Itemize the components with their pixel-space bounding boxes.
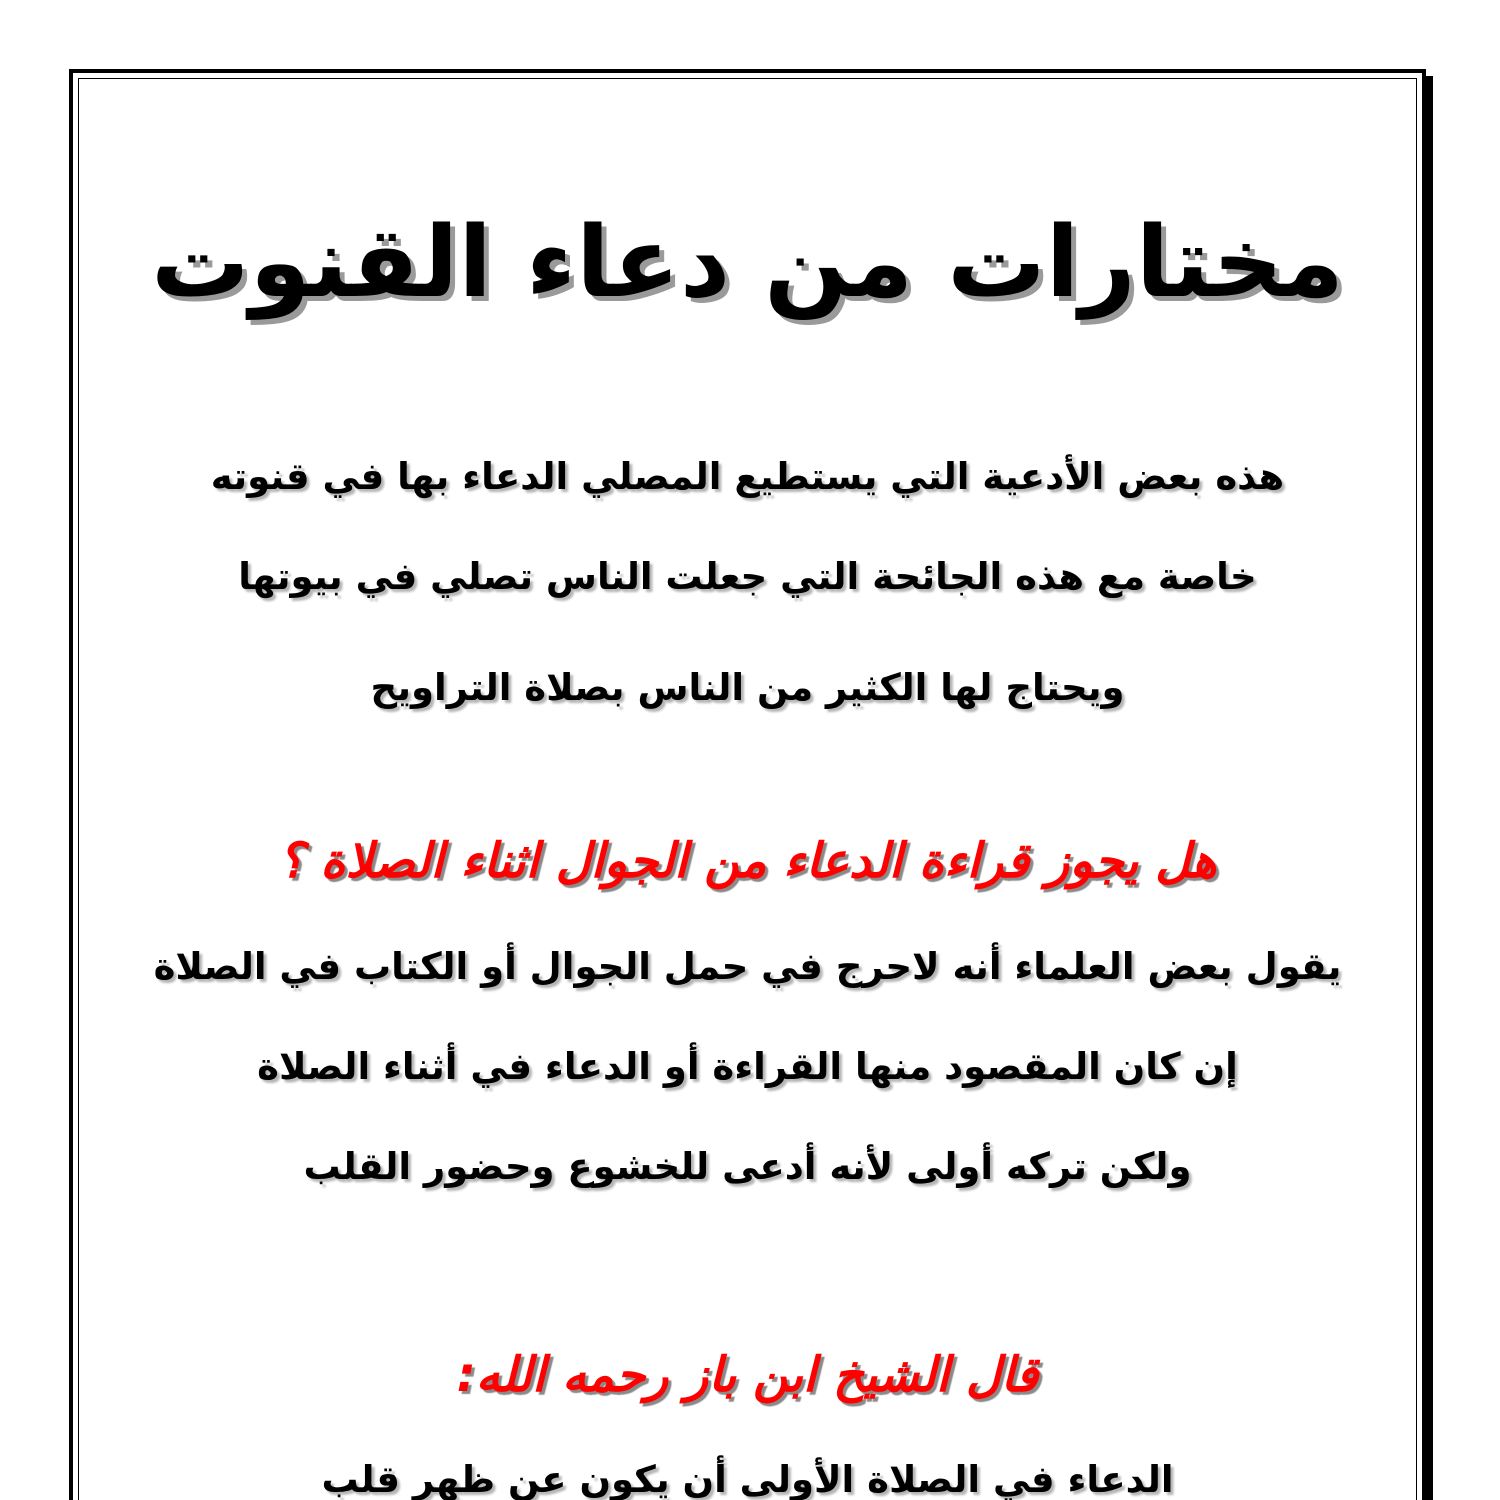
answer-line-2: إن كان المقصود منها القراءة أو الدعاء في أثناء الصلاة <box>257 1045 1238 1088</box>
intro-line-2: خاصة مع هذه الجائحة التي جعلت الناس تصلي في بيوتها <box>238 555 1257 598</box>
question-heading: هل يجوز قراءة الدعاء من الجوال اثناء الصلاة ؟ <box>278 833 1217 889</box>
intro-line-1: هذه بعض الأدعية التي يستطيع المصلي الدعاء بها في قنوته <box>210 455 1285 498</box>
answer-line-3: ولكن تركه أولى لأنه أدعى للخشوع وحضور القلب <box>303 1145 1192 1188</box>
answer-line-1: يقول بعض العلماء أنه لاحرج في حمل الجوال أو الكتاب في الصلاة <box>153 945 1342 988</box>
quote-line-1: الدعاء في الصلاة الأولى أن يكون عن ظهر قلب <box>321 1458 1174 1500</box>
intro-line-3: ويحتاج لها الكثير من الناس بصلاة التراويح <box>370 666 1125 709</box>
quote-heading: قال الشيخ ابن باز رحمه الله: <box>456 1347 1039 1403</box>
document-title: مختارات من دعاء القنوت <box>151 206 1344 320</box>
